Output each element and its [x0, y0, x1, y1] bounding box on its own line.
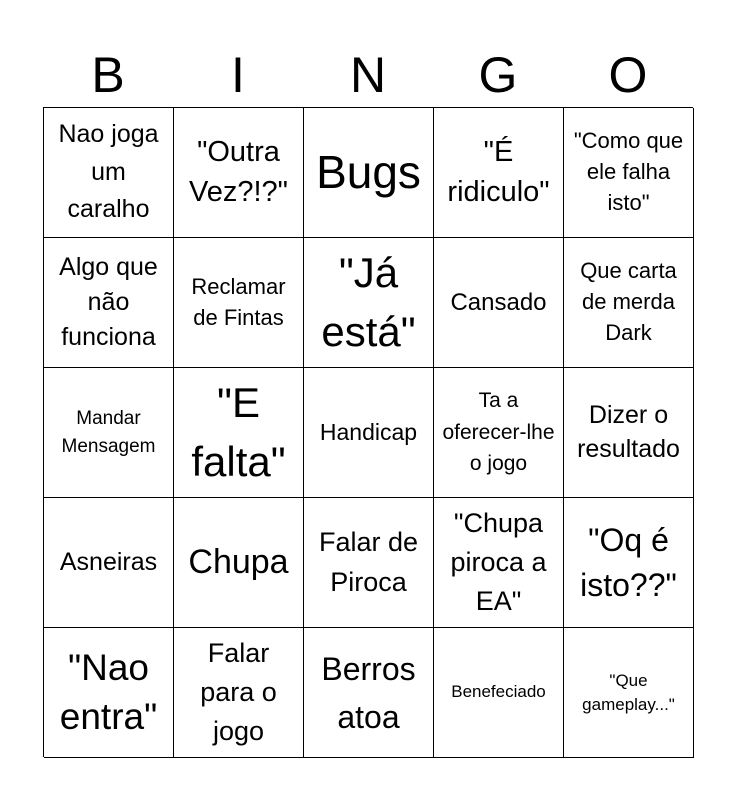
bingo-cell[interactable]	[564, 368, 694, 498]
bingo-cell-text: Reclamar de Fintas	[191, 273, 286, 330]
bingo-header	[43, 45, 693, 105]
bingo-cell[interactable]	[434, 368, 564, 498]
bingo-cell[interactable]	[564, 108, 694, 238]
bingo-cell[interactable]	[434, 498, 564, 628]
bingo-cell-text: Berros atoa	[321, 650, 416, 735]
bingo-cell[interactable]	[304, 238, 434, 368]
bingo-cell-text: Falar para o jogo	[200, 637, 277, 747]
bingo-cell-text: Handicap	[319, 418, 418, 445]
bingo-cell[interactable]	[564, 498, 694, 628]
bingo-cell[interactable]	[174, 238, 304, 368]
bingo-cell-text: "É ridiculo"	[447, 136, 550, 208]
bingo-cell[interactable]	[174, 108, 304, 238]
bingo-cell[interactable]	[434, 238, 564, 368]
bingo-cell-text: "Já está"	[321, 248, 416, 355]
bingo-cell[interactable]	[434, 628, 564, 758]
bingo-cell-text: "E falta"	[191, 378, 286, 485]
bingo-cell-text: Dizer o resultado	[577, 400, 680, 463]
header-letter-o: O	[608, 47, 648, 103]
bingo-cell[interactable]	[304, 368, 434, 498]
bingo-cell-text: Chupa	[188, 543, 289, 582]
bingo-cell-text: Cansado	[450, 288, 547, 316]
bingo-cell[interactable]	[564, 238, 694, 368]
bingo-cell[interactable]	[174, 628, 304, 758]
bingo-cell-text: Algo que não funciona	[59, 253, 158, 351]
bingo-cell-text: Benefeciado	[451, 682, 546, 702]
bingo-cell[interactable]	[434, 108, 564, 238]
bingo-card-grid	[43, 107, 693, 757]
header-letter-n: N	[349, 47, 387, 103]
bingo-cell-text: Ta a oferecer-lhe o jogo	[442, 389, 555, 476]
bingo-cell[interactable]	[44, 368, 174, 498]
bingo-cell[interactable]	[44, 108, 174, 238]
bingo-cell-text: Bugs	[316, 145, 421, 198]
bingo-cell-text: Asneiras	[59, 548, 158, 577]
bingo-cell-text: Mandar Mensagem	[61, 407, 156, 457]
header-letter-b: B	[91, 47, 125, 103]
bingo-cell-text: "Nao entra"	[59, 647, 158, 737]
bingo-cell-text: Nao joga um caralho	[58, 120, 159, 224]
bingo-cell[interactable]	[174, 498, 304, 628]
bingo-cell[interactable]	[44, 498, 174, 628]
bingo-cell[interactable]	[304, 628, 434, 758]
bingo-cell-text: Que carta de merda Dark	[580, 258, 677, 345]
bingo-cell[interactable]	[174, 368, 304, 498]
bingo-cell-text: "Chupa piroca a EA"	[450, 507, 547, 617]
bingo-cell[interactable]	[304, 498, 434, 628]
header-letter-g: G	[478, 47, 518, 103]
header-letter-i: I	[231, 47, 245, 103]
bingo-cell-text: "Outra Vez?!?"	[189, 136, 288, 208]
bingo-cell-text: "Oq é isto??"	[580, 521, 677, 603]
bingo-cell[interactable]	[44, 628, 174, 758]
bingo-cell[interactable]	[564, 628, 694, 758]
bingo-cell[interactable]	[44, 238, 174, 368]
bingo-cell-text: Falar de Piroca	[318, 527, 419, 597]
bingo-cell-text: "Como que ele falha isto"	[573, 128, 684, 215]
bingo-cell-text: "Que gameplay..."	[582, 670, 675, 714]
bingo-cell[interactable]	[304, 108, 434, 238]
